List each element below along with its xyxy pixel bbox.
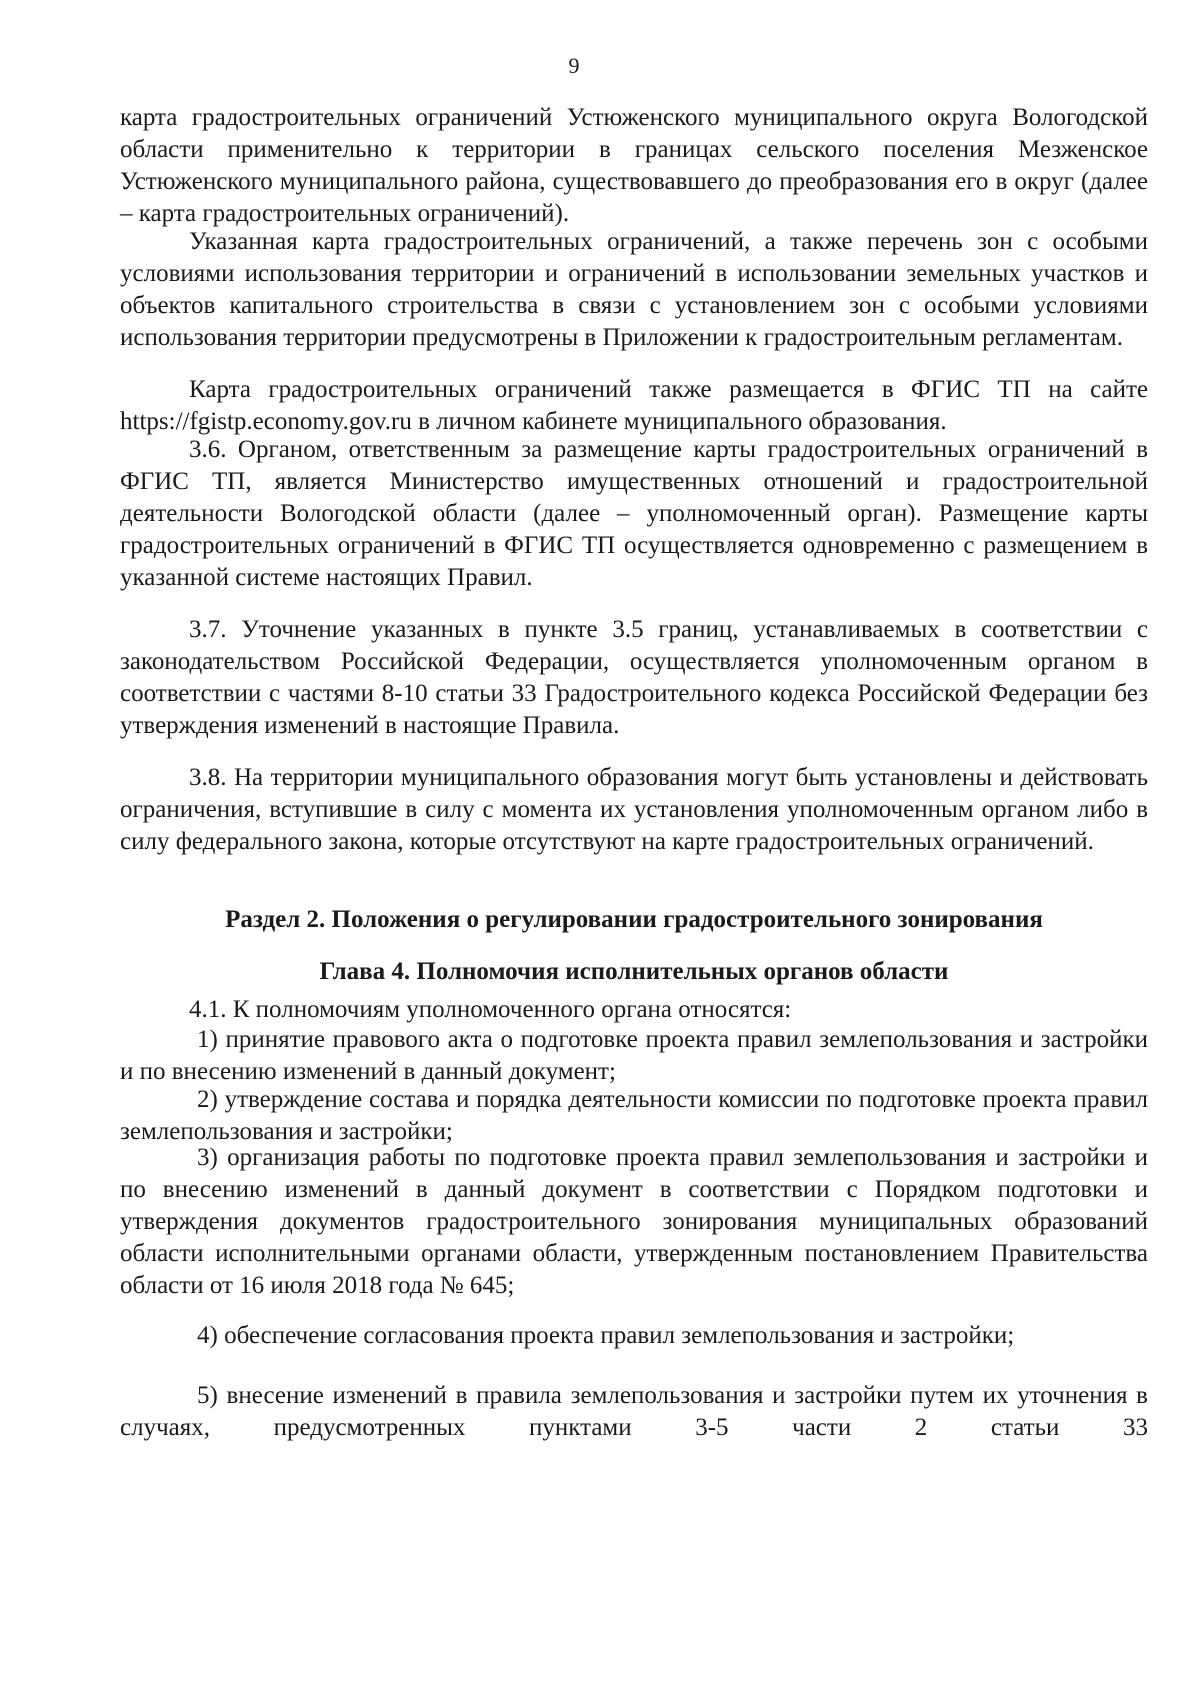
paragraph-map-definition: карта градостроительных ограничений Устюженского муниципального округа Вологодской области применительно к территории в границах сельского поселения Мезженское Устюженского муниципального района, существовавшего до преобразования его в округ (далее – карта градостроительных ограничений).	[120, 104, 1148, 227]
page-number: 9	[568, 53, 580, 78]
chapter-heading: Глава 4. Полномочия исполнительных органов области	[319, 958, 949, 985]
list-intro: 4.1. К полномочиям уполномоченного органа относятся:	[189, 996, 792, 1023]
paragraph-3-7: 3.7. Уточнение указанных в пункте 3.5 границ, устанавливаемых в соответствии с законодательством Российской Федерации, осуществляется уполномоченным органом в соответствии с частями 8-10 статьи 33 Градостроительного кодекса Российской Федерации без утверждения изменений в настоящие Правила.	[120, 616, 1148, 739]
list-item: 4) обеспечение согласования проекта правил землепользования и застройки;	[197, 1322, 1015, 1349]
list-item: 3) организация работы по подготовке проекта правил землепользования и застройки и по внесению изменений в данный документ в соответствии с Порядком подготовки и утверждения документов градостроительного зонирования муниципальных образований области исполнительными органами области, утвержденным постановлением Правительства области от 16 июля 2018 года № 645;	[120, 1144, 1148, 1299]
list-item: 5) внесение изменений в правила землепользования и застройки путем их уточнения в случаях, предусмотренных пунктами 3-5 части 2 статьи 33	[120, 1382, 1148, 1441]
paragraph-3-8: 3.8. На территории муниципального образования могут быть установлены и действовать ограничения, вступившие в силу с момента их установления уполномоченным органом либо в силу федерального закона, которые отсутствуют на карте градостроительных ограничений.	[120, 764, 1148, 855]
list-item: 2) утверждение состава и порядка деятельности комиссии по подготовке проекта правил землепользования и застройки;	[120, 1086, 1148, 1145]
paragraph-3-6: 3.6. Органом, ответственным за размещение карты градостроительных ограничений в ФГИС ТП, является Министерство имущественных отношений и градостроительной деятельности Вологодской области (далее – уполномоченный орган). Размещение карты градостроительных ограничений в ФГИС ТП осуществляется одновременно с размещением в указанной системе настоящих Правил.	[120, 436, 1148, 591]
paragraph-map-annex: Указанная карта градостроительных ограничений, а также перечень зон с особыми условиями использования территории и ограничений в использовании земельных участков и объектов капитального строительства в связи с установлением зон с особыми условиями использования территории предусмотрены в Приложении к градостроительным регламентам.	[120, 228, 1148, 351]
section-heading: Раздел 2. Положения о регулировании градостроительного зонирования	[225, 906, 1043, 933]
list-item: 1) принятие правового акта о подготовке проекта правил землепользования и застройки и по внесению изменений в данный документ;	[120, 1026, 1148, 1085]
paragraph-map-fgis: Карта градостроительных ограничений также размещается в ФГИС ТП на сайте https://fgistp.economy.gov.ru в личном кабинете муниципального образования.	[120, 376, 1148, 435]
